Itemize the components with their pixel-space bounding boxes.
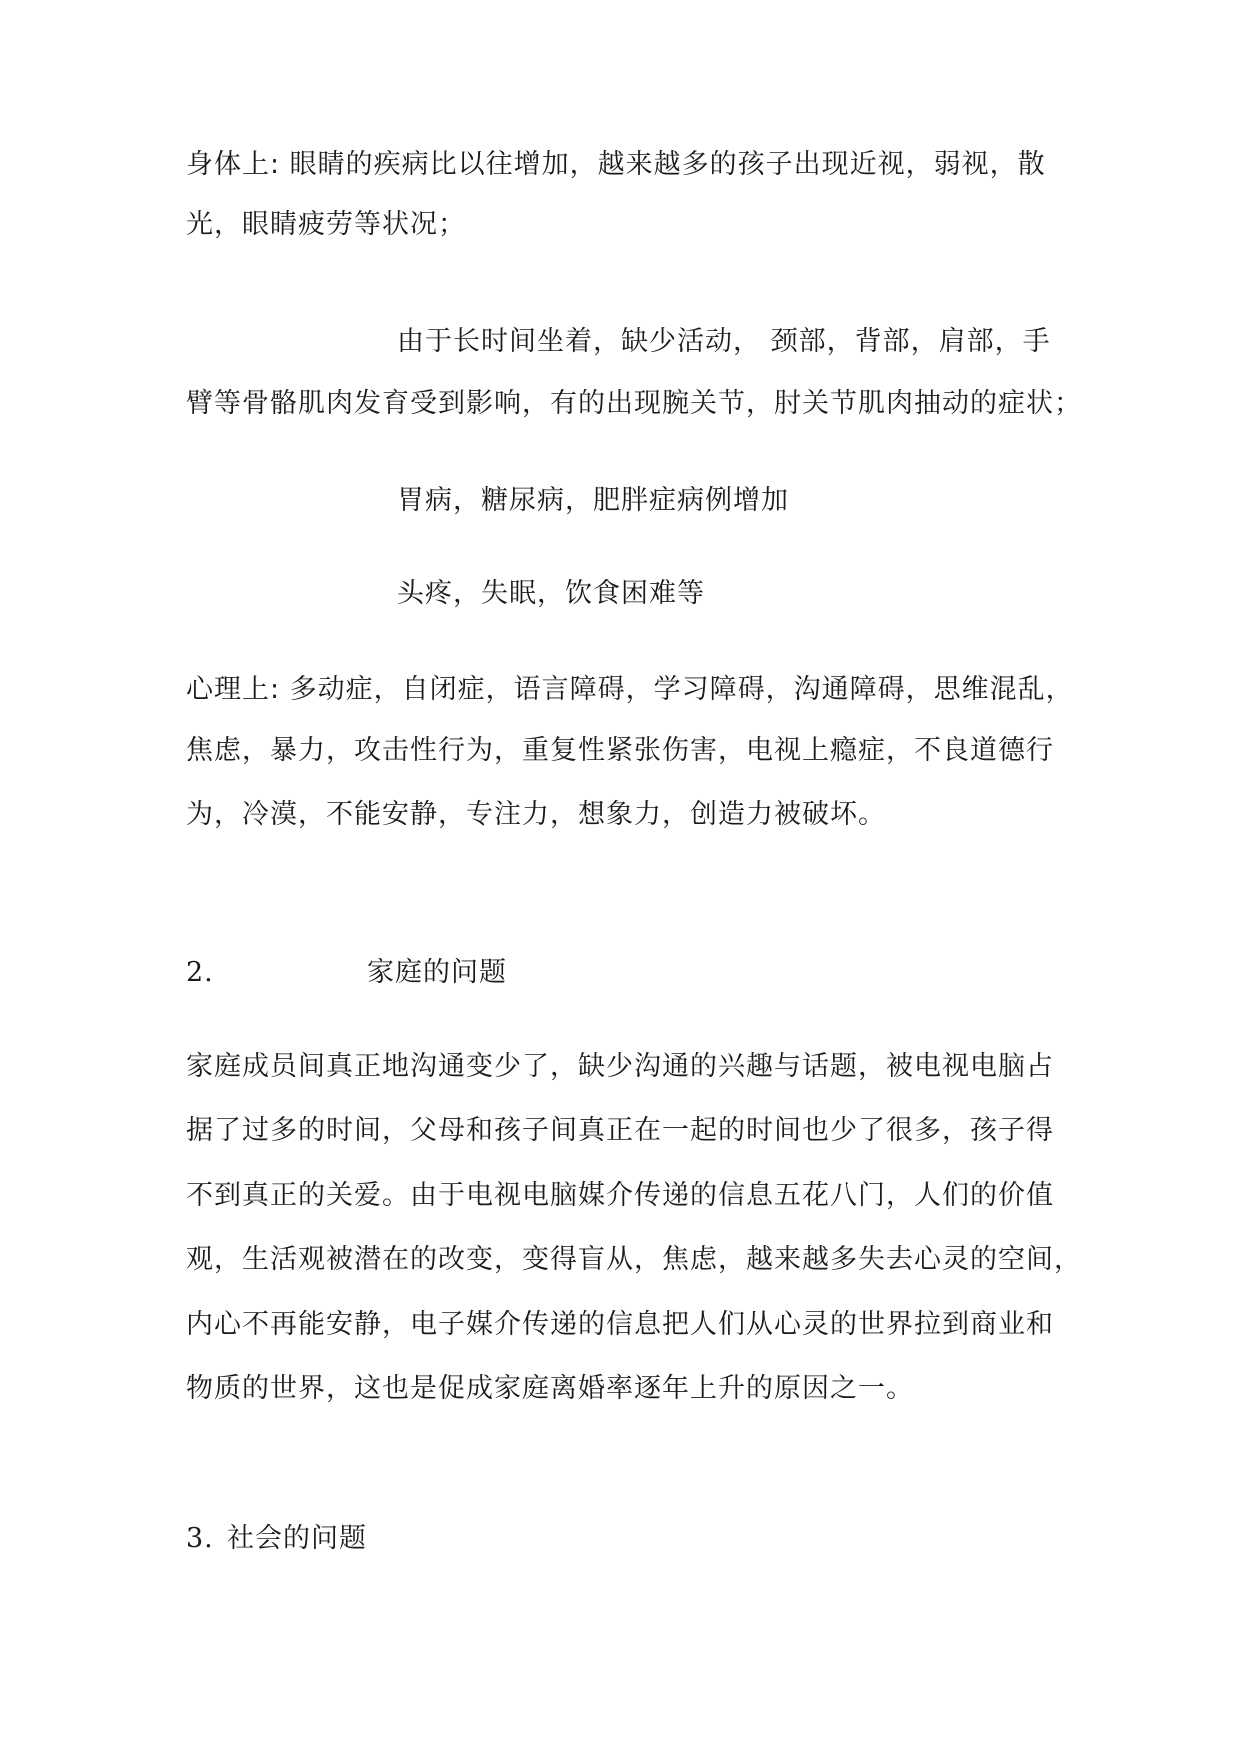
physical-body-line-2: 臂等骨骼肌肉发育受到影响，有的出现腕关节，肘关节肌肉抽动的症状； xyxy=(186,388,1082,419)
section-2-line-6: 物质的世界，这也是促成家庭离婚率逐年上升的原因之一。 xyxy=(186,1373,914,1404)
psych-line-2: 焦虑，暴力，攻击性行为，重复性紧张伤害，电视上瘾症，不良道德行 xyxy=(186,735,1054,766)
physical-item-1: 胃病，糖尿病，肥胖症病例增加 xyxy=(397,485,789,516)
section-3-title: 社会的问题 xyxy=(227,1523,367,1554)
section-2-line-1: 家庭成员间真正地沟通变少了，缺少沟通的兴趣与话题，被电视电脑占 xyxy=(186,1051,1054,1082)
physical-item-2: 头疼，失眠，饮食困难等 xyxy=(397,578,705,609)
section-2-line-2: 据了过多的时间，父母和孩子间真正在一起的时间也少了很多，孩子得 xyxy=(186,1115,1054,1146)
physical-line-1: 身体上: 眼睛的疾病比以往增加，越来越多的孩子出现近视，弱视，散 xyxy=(186,149,1046,180)
psych-line-1: 心理上: 多动症，自闭症，语言障碍，学习障碍，沟通障碍，思维混乱， xyxy=(186,674,1074,705)
psych-line-3: 为，冷漠，不能安静，专注力，想象力，创造力被破坏。 xyxy=(186,799,886,830)
section-2-line-5: 内心不再能安静，电子媒介传递的信息把人们从心灵的世界拉到商业和 xyxy=(186,1309,1054,1340)
physical-body-line-1: 由于长时间坐着，缺少活动， 颈部，背部，肩部，手 xyxy=(397,326,1051,357)
physical-line-2: 光，眼睛疲劳等状况； xyxy=(186,209,466,240)
section-2-number: 2. xyxy=(186,957,214,988)
section-3-number: 3. xyxy=(186,1523,214,1554)
section-2-line-3: 不到真正的关爱。由于电视电脑媒介传递的信息五花八门，人们的价值 xyxy=(186,1180,1054,1211)
section-2-line-4: 观，生活观被潜在的改变，变得盲从，焦虑，越来越多失去心灵的空间， xyxy=(186,1244,1082,1275)
section-2-title: 家庭的问题 xyxy=(367,957,507,988)
